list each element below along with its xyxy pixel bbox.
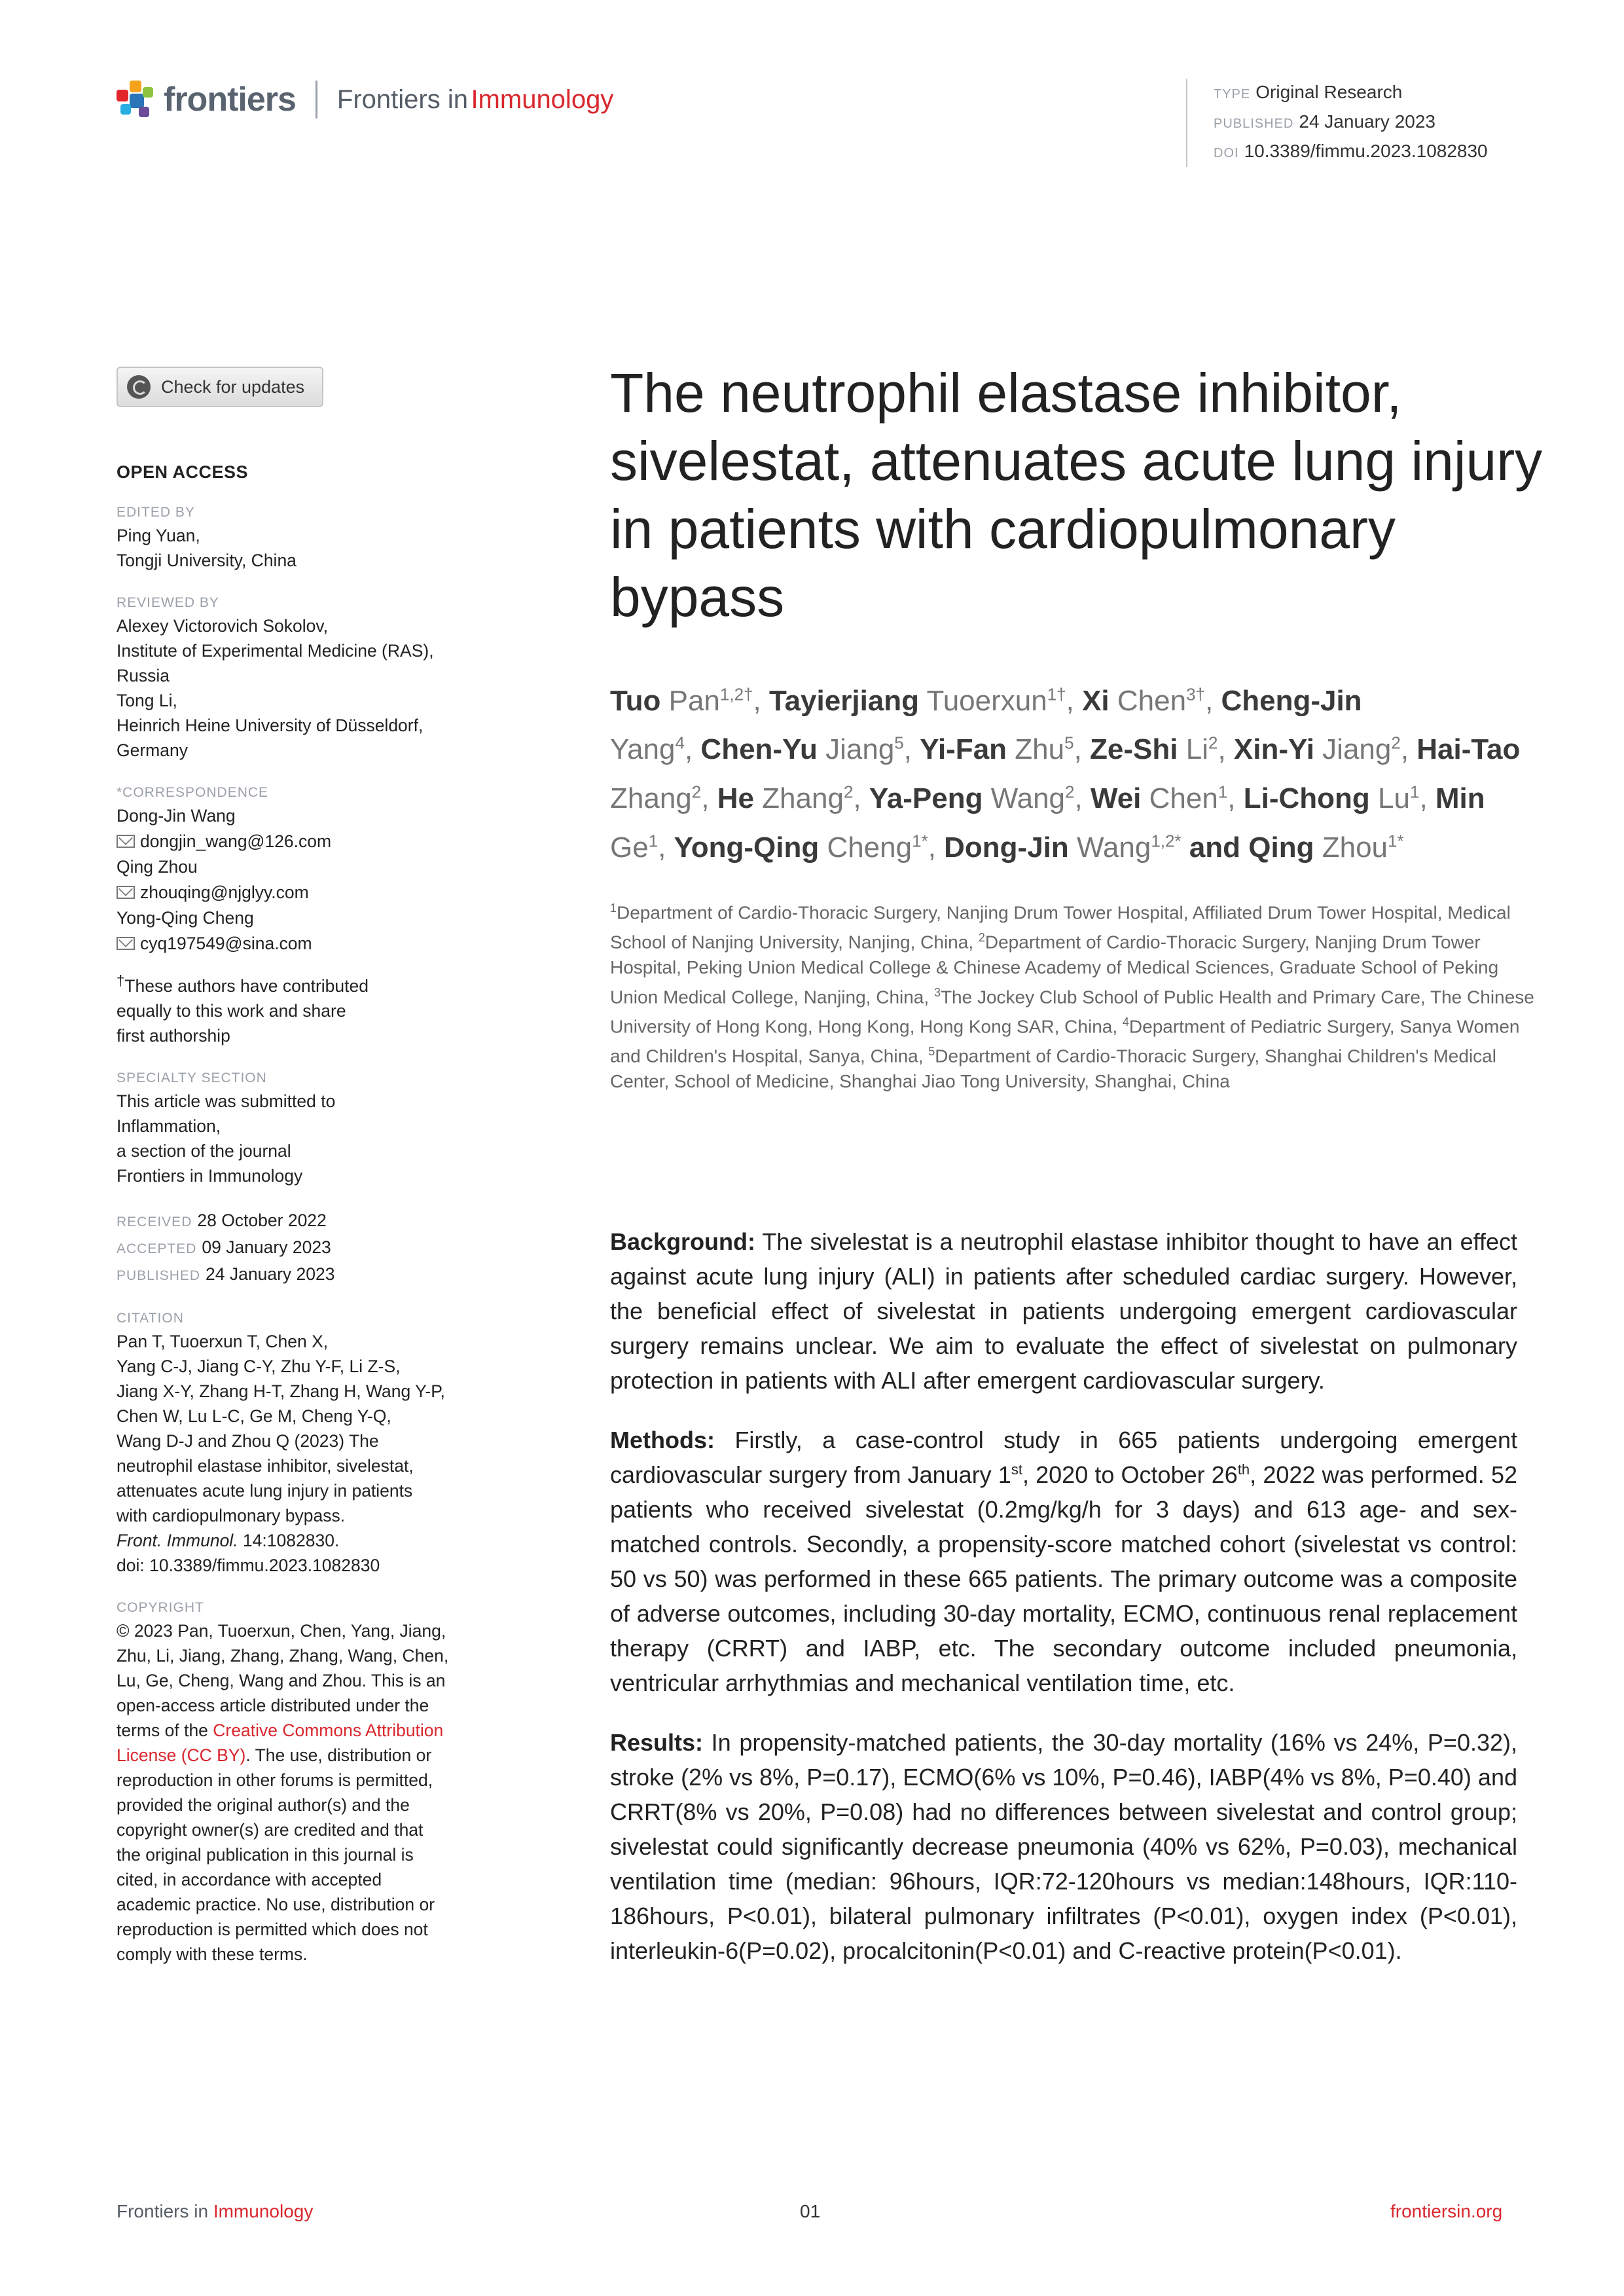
author-given-name: Ya-Peng (869, 782, 983, 814)
citation-journal-line (117, 1528, 509, 1553)
author-family-name: Li (1185, 733, 1208, 766)
copyright-line: comply with these terms. (117, 1944, 308, 1964)
author-family-name: Zhu (1015, 733, 1065, 766)
abstract-background (610, 1224, 1517, 1398)
ordinal-sup: th (1237, 1461, 1250, 1478)
author-given-name: Wei (1090, 782, 1142, 814)
footer-journal-prefix: Frontiers in (117, 2201, 209, 2221)
author-given-name: Xi (1082, 684, 1110, 717)
author-separator: , (1074, 782, 1091, 814)
article-meta (1186, 79, 1488, 167)
citation-line: Yang C-J, Jiang C-Y, Zhu Y-F, Li Z-S, (117, 1356, 401, 1376)
correspondent-email[interactable]: dongjin_wang@126.com (140, 831, 332, 851)
citation-line: neutrophil elastase inhibitor, sivelestat, (117, 1455, 414, 1476)
author-separator: , (1400, 733, 1417, 766)
received-date: 28 October 2022 (197, 1210, 327, 1230)
author-given-name: Cheng-Jin (1221, 684, 1362, 717)
copyright-line: reproduction in other forums is permitted, (117, 1770, 433, 1790)
author-affil-sup: 2 (691, 782, 702, 802)
accepted-key: ACCEPTED (117, 1241, 197, 1256)
mail-icon (117, 937, 135, 950)
copyright-line: Lu, Ge, Cheng, Wang and Zhou. This is an (117, 1670, 446, 1690)
reviewer-line: Alexey Victorovich Sokolov, (117, 616, 329, 636)
affiliations (610, 896, 1540, 1094)
reviewer-line: Russia (117, 666, 170, 685)
frontiers-logo-icon (117, 81, 154, 118)
copyright-line: © 2023 Pan, Tuoerxun, Chen, Yang, Jiang, (117, 1620, 446, 1641)
author-family-name: Wang (1077, 831, 1151, 864)
sidebar (117, 367, 509, 1967)
specialty-line: a section of the journal (117, 1140, 291, 1161)
citation-heading: CITATION (117, 1310, 184, 1326)
reviewer-line: Heinrich Heine University of Düsseldorf, (117, 716, 424, 735)
author-family-name: Zhang (762, 782, 844, 814)
citation-line: attenuates acute lung injury in patients (117, 1480, 413, 1501)
citation-line: Wang D-J and Zhou Q (2023) The (117, 1430, 379, 1451)
author-affil-sup: 1 (648, 830, 659, 850)
check-for-updates-label: Check for updates (161, 376, 305, 397)
copyright-line: cited, in accordance with accepted (117, 1869, 382, 1889)
citation-line: Chen W, Lu L-C, Ge M, Cheng Y-Q, (117, 1406, 391, 1426)
author[interactable] (610, 685, 753, 717)
open-access-label: OPEN ACCESS (117, 462, 249, 482)
copyright-line: Zhu, Li, Jiang, Zhang, Zhang, Wang, Chen, (117, 1645, 449, 1666)
reviewer-line: Institute of Experimental Medicine (RAS), (117, 641, 434, 661)
article-type: Original Research (1255, 82, 1403, 102)
author-affil-sup: 2 (843, 782, 854, 802)
accepted-date: 09 January 2023 (202, 1237, 331, 1257)
author[interactable] (1244, 782, 1420, 814)
author-given-name: Hai-Tao (1416, 733, 1521, 766)
author-affil-sup: 2 (1391, 733, 1401, 753)
author-affil-sup: 1,2* (1151, 830, 1182, 850)
mail-icon (117, 835, 135, 848)
affiliation-number: 2 (978, 931, 985, 945)
copyright-heading: COPYRIGHT (117, 1599, 204, 1615)
license-link[interactable]: Creative Commons Attribution (213, 1720, 444, 1740)
author-family-name: Cheng (827, 831, 912, 864)
copyright-line: terms of the Creative Commons Attribution (117, 1720, 444, 1740)
logo-divider (316, 81, 317, 118)
type-key: TYPE (1214, 87, 1251, 101)
author-given-name: Dong-Jin (944, 831, 1069, 864)
author-given-name: Min (1435, 782, 1485, 814)
footer-journal-name: Immunology (213, 2201, 314, 2221)
author-family-name: Chen (1149, 782, 1218, 814)
affiliation-number: 3 (933, 985, 941, 999)
author[interactable] (674, 831, 928, 864)
methods-label: Methods: (610, 1427, 715, 1453)
footer-site-link[interactable]: frontiersin.org (1390, 2201, 1503, 2221)
affiliation-text: Department of Cardio-Thoracic Surgery, Nanjing Drum Tower Hospital, Affiliated Drum Tower Hospital, Medical School of Nanjing University, Nanjing, China, (610, 902, 1511, 953)
author[interactable] (700, 733, 903, 765)
copyright-line: License (CC BY). The use, distribution or (117, 1745, 432, 1765)
affiliation-text: Department of Pediatric Surgery, Sanya Women and Children's Hospital, Sanya, China, (610, 1016, 1520, 1066)
author-family-name: Jiang (1322, 733, 1392, 766)
check-for-updates-button[interactable] (117, 367, 323, 407)
author[interactable] (1091, 782, 1227, 814)
brand-name: frontiers (164, 81, 296, 118)
author[interactable] (1189, 831, 1404, 864)
correspondent-email[interactable]: zhouqing@njglyy.com (140, 883, 309, 902)
results-text: In propensity-matched patients, the 30-day mortality (16% vs 24%, P=0.32), stroke (2% vs 8%, P=0.17), ECMO(6% vs 10%, P=0.46), IABP(4% vs 8%, P=0.40) and CRRT(8% vs 20%, P=0.08) had no differences between sivelestat and control group; sivelestat could significantly decrease pneumonia (40% vs 62%, P=0.03), mechanical ventilation time (median: 96hours, IQR:72-120hours vs median:148hours, IQR:110-186hours, P<0.01), bilateral pulmonary infiltrates (P<0.01), oxygen index (P<0.01), interleukin-6(P=0.02), procalcitonin(P<0.01) and C-reactive protein(P<0.01). (610, 1729, 1517, 1964)
author[interactable] (1082, 685, 1205, 717)
refresh-icon (127, 375, 151, 399)
copyright-line: academic practice. No use, distribution or (117, 1894, 435, 1914)
contrib-note-line: †These authors have contributed (117, 972, 369, 996)
author[interactable] (769, 685, 1066, 717)
author[interactable] (717, 782, 854, 814)
correspondent-email[interactable]: cyq197549@sina.com (140, 934, 312, 953)
author-family-name: Wang (990, 782, 1066, 814)
author-separator (1182, 831, 1189, 864)
author-affil-sup: 4 (675, 733, 685, 753)
citation-line: Jiang X-Y, Zhang H-T, Zhang H, Wang Y-P, (117, 1381, 445, 1401)
author-separator: , (684, 733, 701, 766)
specialty-line: Inflammation, (117, 1116, 221, 1136)
specialty-line: Frontiers in Immunology (117, 1165, 303, 1186)
published-date: 24 January 2023 (206, 1264, 335, 1284)
copyright-line: copyright owner(s) are credited and that (117, 1819, 424, 1840)
methods-text: , 2022 was performed. 52 patients who received sivelestat (0.2mg/kg/h for 3 days) and 613 age- and sex-matched controls. Secondly, a propensity-score matched cohort (sivelestat vs control: 50 vs 50) was performed in these 665 patients. The primary outcome was a composite of adverse outcomes, including 30-day mortality, ECMO, continuous renal replacement therapy (CRRT) and IABP, etc. The secondary outcome included pneumonia, ventricular arrhythmias and mechanical ventilation time, etc. (610, 1461, 1518, 1696)
copyright-line: provided the original author(s) and the (117, 1795, 410, 1815)
journal-prefix: Frontiers in (336, 84, 468, 114)
author-separator: , (928, 831, 945, 864)
author-given-name: Xin-Yi (1233, 733, 1314, 766)
page-number: 01 (800, 2201, 821, 2221)
author-separator: , (1218, 733, 1234, 766)
author-separator: , (903, 733, 920, 766)
author-given-name: Li-Chong (1243, 782, 1370, 814)
reviewed-by-heading: REVIEWED BY (117, 595, 219, 610)
affiliation-text: The Jockey Club School of Public Health and Primary Care, The Chinese University of Hong Kong, Hong Kong, Hong Kong SAR, China, (610, 986, 1534, 1037)
copyright-line: open-access article distributed under the (117, 1695, 429, 1715)
author-separator: , (658, 831, 674, 864)
mail-icon (117, 886, 135, 899)
correspondence-heading: *CORRESPONDENCE (117, 785, 269, 800)
background-label: Background: (610, 1228, 756, 1255)
author-separator: , (701, 782, 717, 814)
editor-line: Tongji University, China (117, 551, 297, 570)
license-link[interactable]: License (CC BY) (117, 1745, 246, 1765)
article-dates (117, 1208, 509, 1288)
methods-text: Firstly, a case-control study in 665 patients undergoing emergent cardiovascular surgery from January 1 (610, 1427, 1517, 1488)
author-given-name: Yi-Fan (920, 733, 1007, 766)
author-given-name: Yong-Qing (674, 831, 820, 864)
affiliation-text: Department of Cardio-Thoracic Surgery, Shanghai Children's Medical Center, School of Medicine, Shanghai Jiao Tong University, Shanghai, China (610, 1046, 1496, 1091)
author-family-name: Zhang (610, 782, 692, 814)
article-title: The neutrophil elastase inhibitor, sivelestat, attenuates acute lung injury in patients with cardiopulmonary bypass (610, 362, 1543, 628)
correspondent-name: Dong-Jin Wang (117, 806, 236, 826)
author-affil-sup: 5 (1064, 733, 1074, 753)
doi-key: DOI (1214, 146, 1239, 160)
author-affil-sup: 5 (894, 733, 904, 753)
author-affil-sup: 3† (1186, 684, 1205, 704)
author-family-name: Yang (610, 733, 676, 766)
citation-volume: 14:1082830. (238, 1530, 340, 1550)
correspondent-name: Yong-Qing Cheng (117, 908, 254, 928)
author-given-name: Tuo (610, 684, 661, 717)
published-key: PUBLISHED (117, 1267, 201, 1283)
author-given-name: He (717, 782, 754, 814)
journal-name: Immunology (471, 84, 614, 114)
correspondent-name: Qing Zhou (117, 857, 198, 877)
author-list (610, 673, 1526, 869)
author-family-name: Lu (1378, 782, 1410, 814)
author-separator: , (1066, 684, 1083, 717)
affiliation-text: Department of Cardio-Thoracic Surgery, Nanjing Drum Tower Hospital, Peking Union Medical College & Chinese Academy of Medical Sciences, Graduate School of Peking Union Medical College, Nanjing, China, (610, 932, 1499, 1007)
editor-line: Ping Yuan, (117, 526, 200, 545)
affiliation-number: 1 (610, 902, 617, 915)
abstract-results (610, 1725, 1517, 1968)
citation-doi[interactable]: doi: 10.3389/fimmu.2023.1082830 (117, 1555, 380, 1575)
abstract (610, 1224, 1517, 1993)
author-affil-sup: 1† (1047, 684, 1066, 704)
reviewer-line: Germany (117, 740, 188, 760)
author-family-name: Jiang (825, 733, 895, 766)
published-key: PUBLISHED (1214, 117, 1294, 131)
received-key: RECEIVED (117, 1214, 192, 1230)
methods-text: , 2020 to October 26 (1022, 1461, 1238, 1488)
ordinal-sup: st (1011, 1461, 1022, 1478)
author-separator: , (753, 684, 769, 717)
author-family-name: Chen (1117, 684, 1187, 717)
author-affil-sup: 1 (1409, 782, 1420, 802)
citation-line: Pan T, Tuoerxun T, Chen X, (117, 1331, 329, 1351)
doi-link[interactable]: 10.3389/fimmu.2023.1082830 (1244, 141, 1488, 161)
author[interactable] (1090, 733, 1218, 765)
author-separator: , (1227, 782, 1244, 814)
reviewer-line: Tong Li, (117, 691, 177, 710)
abstract-methods (610, 1423, 1517, 1700)
author-given-name: and Qing (1189, 831, 1314, 864)
author-separator: , (1205, 684, 1221, 717)
author[interactable] (944, 831, 1181, 864)
copyright-line: the original publication in this journal is (117, 1844, 414, 1865)
author-given-name: Chen-Yu (700, 733, 818, 766)
edited-by-heading: EDITED BY (117, 505, 195, 520)
author-family-name: Zhou (1322, 831, 1388, 864)
author-family-name: Ge (610, 831, 649, 864)
copyright-line: reproduction is permitted which does not (117, 1919, 428, 1939)
author-given-name: Ze-Shi (1090, 733, 1178, 766)
author-affil-sup: 1* (1388, 830, 1404, 850)
author-affil-sup: 1,2† (719, 684, 753, 704)
contrib-note-line: equally to this work and share (117, 1000, 346, 1021)
author[interactable] (869, 782, 1075, 814)
author-separator: , (853, 782, 869, 814)
author[interactable] (1234, 733, 1401, 765)
author-family-name: Pan (668, 684, 720, 717)
contrib-note-line: first authorship (117, 1025, 230, 1046)
author-given-name: Tayierjiang (768, 684, 920, 717)
footer-journal (117, 2201, 313, 2222)
affiliation-number: 5 (928, 1045, 935, 1059)
author-affil-sup: 2 (1065, 782, 1075, 802)
affiliation-number: 4 (1122, 1015, 1129, 1029)
author-family-name: Tuoerxun (926, 684, 1047, 717)
author[interactable] (920, 733, 1074, 765)
author-affil-sup: 2 (1208, 733, 1218, 753)
background-text: The sivelestat is a neutrophil elastase inhibitor thought to have an effect against acute lung injury (ALI) in patients after scheduled cardiac surgery. However, the beneficial effect of sivelestat in patients undergoing emergent cardiovascular surgery remains unclear. We aim to evaluate the effect of sivelestat on pulmonary protection in patients with ALI after emergent cardiovascular surgery. (610, 1228, 1517, 1394)
citation-line: with cardiopulmonary bypass. (117, 1505, 346, 1525)
published-date: 24 January 2023 (1299, 111, 1435, 132)
author-separator: , (1419, 782, 1435, 814)
dagger-mark: † (117, 972, 125, 989)
author-affil-sup: 1 (1218, 782, 1228, 802)
specialty-line: This article was submitted to (117, 1091, 336, 1111)
frontiers-logo[interactable] (117, 73, 613, 126)
specialty-heading: SPECIALTY SECTION (117, 1070, 267, 1085)
results-label: Results: (610, 1729, 704, 1756)
citation-journal: Front. Immunol. (117, 1530, 238, 1550)
author-separator: , (1074, 733, 1091, 766)
author-affil-sup: 1* (912, 830, 928, 850)
